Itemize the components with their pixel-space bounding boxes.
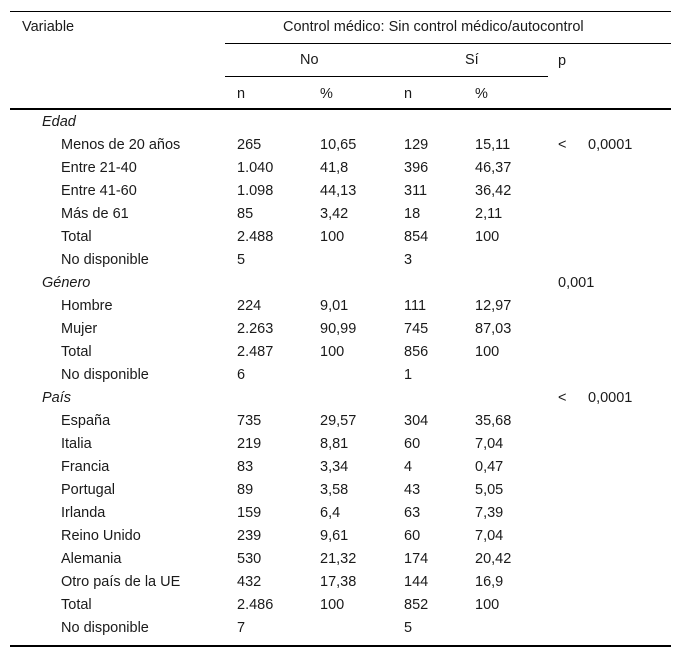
row-label: No disponible bbox=[61, 252, 149, 268]
row-label: Total bbox=[61, 229, 92, 245]
no-pct: 9,61 bbox=[320, 528, 349, 544]
no-si-underline bbox=[225, 76, 548, 77]
header-n-no: n bbox=[237, 86, 246, 102]
si-n: 854 bbox=[404, 229, 429, 245]
row-label: Portugal bbox=[61, 482, 116, 498]
no-n: 219 bbox=[237, 436, 262, 452]
header-group: Control médico: Sin control médico/autocontrol bbox=[283, 19, 584, 35]
no-pct: 100 bbox=[320, 229, 345, 245]
no-n: 6 bbox=[237, 367, 246, 383]
no-n: 89 bbox=[237, 482, 254, 498]
no-n: 432 bbox=[237, 574, 262, 590]
no-pct: 100 bbox=[320, 597, 345, 613]
si-pct: 20,42 bbox=[475, 551, 512, 567]
si-n: 304 bbox=[404, 413, 429, 429]
no-pct: 41,8 bbox=[320, 160, 349, 176]
header-pct-no: % bbox=[320, 86, 333, 102]
no-pct: 44,13 bbox=[320, 183, 357, 199]
row-label: Entre 41-60 bbox=[61, 183, 137, 199]
row-label: Italia bbox=[61, 436, 92, 452]
si-pct: 5,05 bbox=[475, 482, 504, 498]
si-n: 129 bbox=[404, 137, 429, 153]
si-n: 60 bbox=[404, 436, 421, 452]
si-n: 60 bbox=[404, 528, 421, 544]
header-n-si: n bbox=[404, 86, 413, 102]
header-pct-si: % bbox=[475, 86, 488, 102]
si-pct: 15,11 bbox=[475, 137, 511, 153]
si-pct: 46,37 bbox=[475, 160, 512, 176]
si-pct: 87,03 bbox=[475, 321, 512, 337]
si-pct: 7,04 bbox=[475, 528, 504, 544]
header-variable: Variable bbox=[22, 19, 75, 35]
no-pct: 29,57 bbox=[320, 413, 357, 429]
row-label: España bbox=[61, 413, 111, 429]
p-value: 0,0001 bbox=[588, 137, 633, 153]
si-pct: 100 bbox=[475, 597, 500, 613]
no-pct: 3,58 bbox=[320, 482, 349, 498]
si-pct: 7,39 bbox=[475, 505, 504, 521]
p-less-than: < bbox=[558, 390, 567, 406]
p-less-than: < bbox=[558, 137, 567, 153]
si-pct: 16,9 bbox=[475, 574, 504, 590]
si-n: 3 bbox=[404, 252, 413, 268]
row-label: No disponible bbox=[61, 367, 149, 383]
si-n: 5 bbox=[404, 620, 413, 636]
no-n: 1.040 bbox=[237, 160, 274, 176]
row-label: Alemania bbox=[61, 551, 122, 567]
si-n: 396 bbox=[404, 160, 429, 176]
row-label: Reino Unido bbox=[61, 528, 141, 544]
no-pct: 3,34 bbox=[320, 459, 349, 475]
no-n: 2.487 bbox=[237, 344, 274, 360]
no-pct: 9,01 bbox=[320, 298, 349, 314]
row-label: Otro país de la UE bbox=[61, 574, 181, 590]
no-pct: 100 bbox=[320, 344, 345, 360]
no-n: 239 bbox=[237, 528, 262, 544]
si-pct: 36,42 bbox=[475, 183, 512, 199]
no-n: 85 bbox=[237, 206, 254, 222]
si-n: 111 bbox=[404, 298, 427, 314]
bottom-rule bbox=[10, 645, 671, 647]
no-n: 1.098 bbox=[237, 183, 274, 199]
section-title: Género bbox=[42, 275, 91, 291]
si-n: 4 bbox=[404, 459, 413, 475]
no-pct: 10,65 bbox=[320, 137, 357, 153]
group-underline bbox=[225, 43, 671, 44]
si-n: 856 bbox=[404, 344, 429, 360]
p-value: 0,001 bbox=[558, 275, 595, 291]
si-n: 1 bbox=[404, 367, 413, 383]
row-label: Total bbox=[61, 597, 92, 613]
no-pct: 17,38 bbox=[320, 574, 357, 590]
header-p: p bbox=[558, 53, 567, 69]
no-n: 224 bbox=[237, 298, 262, 314]
no-n: 7 bbox=[237, 620, 246, 636]
row-label: Irlanda bbox=[61, 505, 106, 521]
row-label: Más de 61 bbox=[61, 206, 129, 222]
header-bottom-rule bbox=[10, 108, 671, 110]
no-n: 735 bbox=[237, 413, 262, 429]
header-si: Sí bbox=[465, 52, 479, 68]
row-label: No disponible bbox=[61, 620, 149, 636]
no-pct: 3,42 bbox=[320, 206, 349, 222]
si-pct: 100 bbox=[475, 344, 500, 360]
si-pct: 12,97 bbox=[475, 298, 512, 314]
row-label: Entre 21-40 bbox=[61, 160, 137, 176]
no-pct: 6,4 bbox=[320, 505, 341, 521]
si-n: 43 bbox=[404, 482, 421, 498]
no-n: 530 bbox=[237, 551, 262, 567]
no-n: 5 bbox=[237, 252, 246, 268]
section-title: País bbox=[42, 390, 72, 406]
si-pct: 0,47 bbox=[475, 459, 504, 475]
p-value: 0,0001 bbox=[588, 390, 633, 406]
si-n: 745 bbox=[404, 321, 429, 337]
si-n: 852 bbox=[404, 597, 429, 613]
si-n: 144 bbox=[404, 574, 429, 590]
si-n: 311 bbox=[404, 183, 428, 199]
no-n: 83 bbox=[237, 459, 254, 475]
si-n: 63 bbox=[404, 505, 421, 521]
no-pct: 8,81 bbox=[320, 436, 349, 452]
no-pct: 21,32 bbox=[320, 551, 357, 567]
no-n: 2.486 bbox=[237, 597, 274, 613]
row-label: Total bbox=[61, 344, 92, 360]
row-label: Hombre bbox=[61, 298, 113, 314]
si-pct: 35,68 bbox=[475, 413, 512, 429]
si-n: 18 bbox=[404, 206, 421, 222]
no-n: 265 bbox=[237, 137, 262, 153]
no-pct: 90,99 bbox=[320, 321, 357, 337]
no-n: 2.263 bbox=[237, 321, 274, 337]
no-n: 159 bbox=[237, 505, 262, 521]
row-label: Mujer bbox=[61, 321, 98, 337]
no-n: 2.488 bbox=[237, 229, 274, 245]
si-pct: 7,04 bbox=[475, 436, 504, 452]
top-rule bbox=[10, 11, 671, 12]
si-pct: 2,11 bbox=[475, 206, 503, 222]
si-pct: 100 bbox=[475, 229, 500, 245]
section-title: Edad bbox=[42, 114, 76, 130]
row-label: Menos de 20 años bbox=[61, 137, 181, 153]
header-no: No bbox=[300, 52, 319, 68]
row-label: Francia bbox=[61, 459, 110, 475]
si-n: 174 bbox=[404, 551, 429, 567]
